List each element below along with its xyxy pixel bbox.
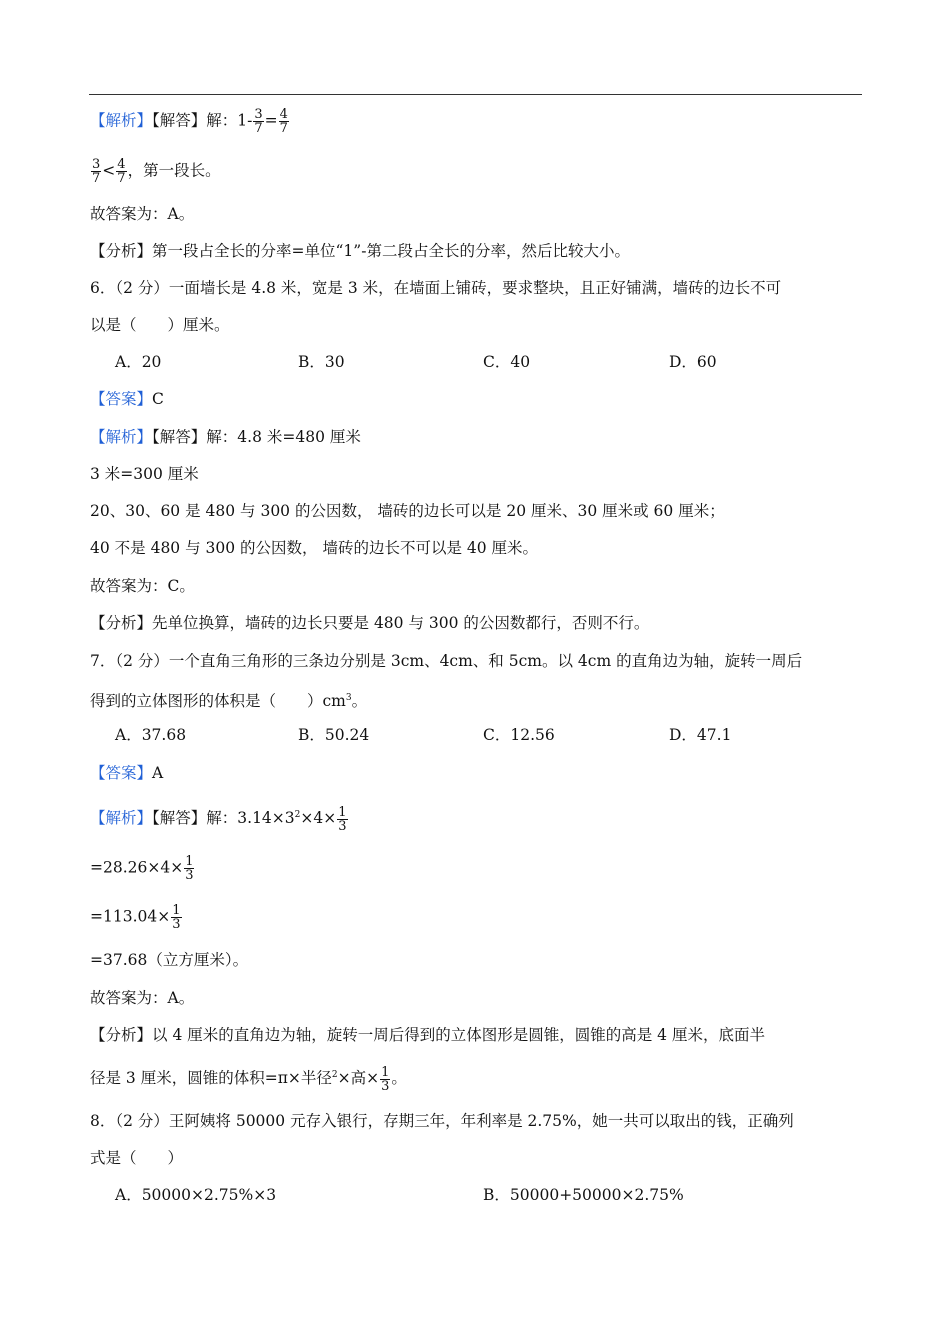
numerator: 1 xyxy=(185,854,194,869)
q6-fenxi-text: 先单位换算，墙砖的边长只要是 480 与 300 的公因数都行，否则不行。 xyxy=(152,614,650,632)
numerator: 1 xyxy=(381,1064,390,1080)
fraction xyxy=(91,158,101,185)
q8-question-line2: 式是（ ） xyxy=(90,1149,184,1167)
q5-compare xyxy=(90,158,221,185)
q7-question-line2 xyxy=(90,687,367,712)
q7-step2-text: =28.26×4× xyxy=(90,858,184,877)
q6-jiexi xyxy=(90,426,361,448)
q6-answer-value: C xyxy=(152,390,164,408)
q5-answer: 故答案为：A。 xyxy=(90,205,195,223)
q7-answer xyxy=(90,762,163,784)
q7-option-d: D．47.1 xyxy=(669,726,732,744)
q7-step4: =37.68（立方厘米）。 xyxy=(90,951,249,969)
jiexi-tag: 【解析】 xyxy=(90,111,153,130)
fraction xyxy=(116,158,126,185)
q7-final-answer: 故答案为：A。 xyxy=(90,989,195,1007)
denominator: 3 xyxy=(381,1078,390,1094)
q5-fenxi xyxy=(90,240,630,262)
q7-jiexi-text: 解：3.14×3 xyxy=(206,809,295,828)
q7-option-b: B．50.24 xyxy=(298,726,370,744)
denominator: 7 xyxy=(279,121,288,136)
q6-option-a: A．20 xyxy=(115,353,162,371)
jiexi-tag: 【解析】 xyxy=(90,809,153,828)
jieda-tag: 【解答】 xyxy=(152,428,207,446)
superscript: 3 xyxy=(345,693,352,703)
q6-option-d: D．60 xyxy=(669,353,717,371)
q6-option-c: C．40 xyxy=(483,353,531,371)
jieda-tag: 【解答】 xyxy=(152,809,207,828)
superscript: 2 xyxy=(294,810,301,820)
superscript: 2 xyxy=(331,1070,338,1080)
answer-tag: 【答案】 xyxy=(90,764,153,782)
q7-jiexi xyxy=(90,804,349,833)
denominator: 3 xyxy=(185,868,194,883)
q7-fenxi-text: 以 4 厘米的直角边为轴，旋转一周后得到的立体图形是圆锥，圆锥的高是 4 厘米，底面半 xyxy=(152,1026,765,1044)
denominator: 7 xyxy=(254,121,263,136)
q7-fenxi2-text2: ×高× xyxy=(337,1069,380,1088)
q5-fenxi-text: 第一段占全长的分率=单位“1”-第二段占全长的分率，然后比较大小。 xyxy=(152,242,630,260)
q7-step3 xyxy=(90,904,183,931)
period: 。 xyxy=(391,1069,407,1088)
q6-step2: 3 米=300 厘米 xyxy=(90,465,199,483)
q7-fenxi2-text: 径是 3 厘米，圆锥的体积=π×半径 xyxy=(90,1069,332,1088)
q6-final-answer: 故答案为：C。 xyxy=(90,577,195,595)
fraction xyxy=(337,806,347,833)
fraction xyxy=(380,1066,390,1093)
period: 。 xyxy=(351,692,368,711)
fraction xyxy=(279,108,289,135)
jiexi-tag: 【解析】 xyxy=(90,428,153,446)
fraction xyxy=(184,855,194,882)
numerator: 1 xyxy=(172,903,181,918)
q6-option-b: B．30 xyxy=(298,353,345,371)
numerator: 3 xyxy=(92,157,101,172)
q7-option-a: A．37.68 xyxy=(115,726,187,744)
denominator: 7 xyxy=(117,171,126,186)
q7-fenxi-line1 xyxy=(90,1024,765,1046)
q7-step2 xyxy=(90,855,195,882)
q8-option-b: B．50000+50000×2.75% xyxy=(483,1186,684,1204)
fenxi-tag: 【分析】 xyxy=(90,1026,153,1044)
q5-compare-text: ，第一段长。 xyxy=(127,161,221,180)
q7-step3-text: =113.04× xyxy=(90,907,171,926)
q6-step4: 40 不是 480 与 300 的公因数， 墙砖的边长不可以是 40 厘米。 xyxy=(90,539,539,557)
header-rule xyxy=(89,94,862,95)
denominator: 3 xyxy=(172,917,181,932)
fenxi-tag: 【分析】 xyxy=(90,614,153,632)
q6-answer xyxy=(90,388,164,410)
numerator: 1 xyxy=(338,804,347,820)
fraction xyxy=(171,904,181,931)
q7-question-line1: 7．（2 分）一个直角三角形的三条边分别是 3cm、4cm、和 5cm。以 4cm 的直角边为轴，旋转一周后 xyxy=(90,652,803,670)
q6-question-line1: 6．（2 分）一面墙长是 4.8 米，宽是 3 米，在墙面上铺砖，要求整块，且正好铺满，墙砖的边长不可 xyxy=(90,279,782,297)
q6-jiexi-text: 解：4.8 米=480 厘米 xyxy=(206,428,361,446)
less-than: < xyxy=(102,161,116,180)
q7-option-c: C．12.56 xyxy=(483,726,555,744)
numerator: 3 xyxy=(254,107,263,122)
q7-jiexi-text2: ×4× xyxy=(300,809,337,828)
jieda-tag: 【解答】 xyxy=(152,111,207,130)
q7-line2-text: 得到的立体图形的体积是（ ）cm xyxy=(90,692,346,711)
answer-tag: 【答案】 xyxy=(90,390,153,408)
q6-step3: 20、30、60 是 480 与 300 的公因数， 墙砖的边长可以是 20 厘米、30 厘米或 60 厘米； xyxy=(90,502,725,520)
q8-question-line1: 8．（2 分）王阿姨将 50000 元存入银行，存期三年，年利率是 2.75%，她一共可以取出的钱，正确列 xyxy=(90,1112,794,1130)
fenxi-tag: 【分析】 xyxy=(90,242,153,260)
equals: = xyxy=(264,111,278,130)
denominator: 7 xyxy=(92,171,101,186)
q8-option-a: A．50000×2.75%×3 xyxy=(115,1186,277,1204)
fraction xyxy=(253,108,263,135)
q5-jiexi xyxy=(90,108,290,135)
q6-fenxi xyxy=(90,612,649,634)
q7-fenxi-line2 xyxy=(90,1064,407,1093)
q7-answer-value: A xyxy=(152,764,164,782)
numerator: 4 xyxy=(117,157,126,172)
q5-jiexi-text: 解：1- xyxy=(206,111,253,130)
denominator: 3 xyxy=(338,818,347,834)
numerator: 4 xyxy=(279,107,288,122)
q6-question-line2: 以是（ ）厘米。 xyxy=(90,316,230,334)
